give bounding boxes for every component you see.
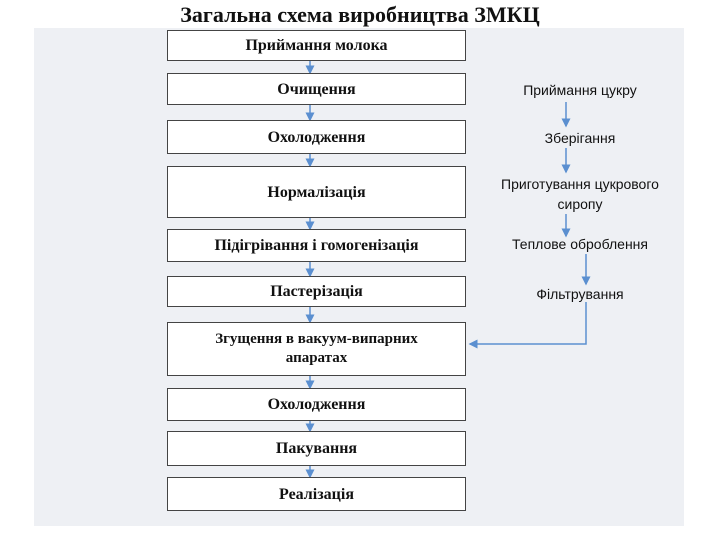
- side-step-storage: Зберігання: [544, 130, 616, 146]
- step-cleaning: Очищення: [167, 73, 466, 105]
- side-step-filtration: Фільтрування: [536, 286, 624, 302]
- step-heating-homogenization: Підігрівання і гомогенізація: [167, 229, 466, 262]
- side-step-syrup-preparation: Приготування цукрового сиропу: [501, 176, 659, 212]
- side-step-heat-treatment: Теплове оброблення: [512, 236, 648, 252]
- step-cooling-2: Охолодження: [167, 388, 466, 421]
- diagram-title: Загальна схема виробництва ЗМКЦ: [180, 2, 540, 27]
- step-packaging: Пакування: [167, 431, 466, 466]
- step-sale: Реалізація: [167, 477, 466, 511]
- arrow-side-to-main: [470, 302, 586, 344]
- step-pasteurization: Пастерізація: [167, 276, 466, 307]
- step-vacuum-concentration: Згущення в вакуум-випарних апаратах: [167, 322, 466, 376]
- step-cooling: Охолодження: [167, 120, 466, 154]
- step-normalization: Нормалізація: [167, 166, 466, 218]
- step-milk-reception: Приймання молока: [167, 30, 466, 61]
- side-step-sugar-reception: Приймання цукру: [523, 82, 637, 98]
